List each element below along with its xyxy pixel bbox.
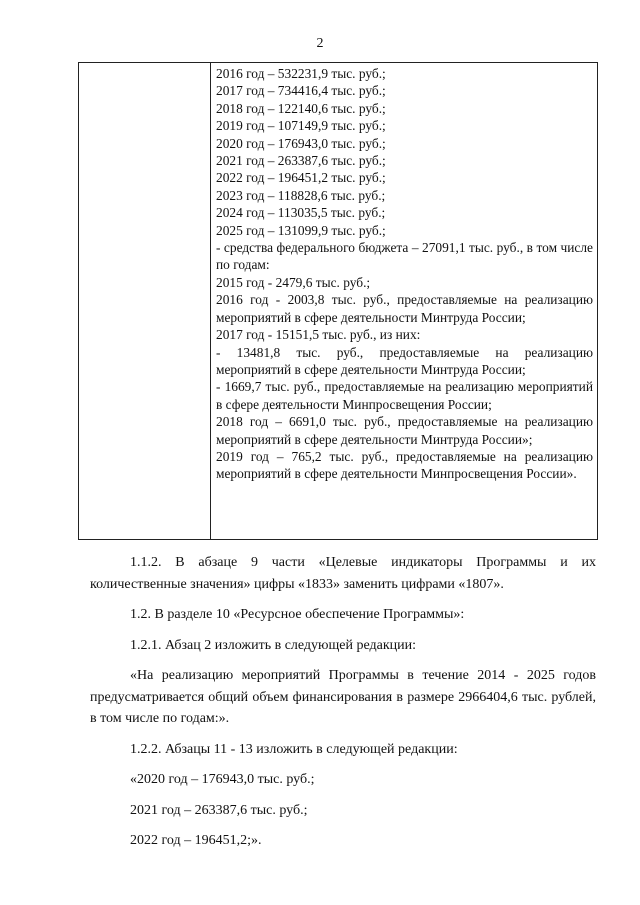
table-paragraph: - 13481,8 тыс. руб., предоставляемые на реализацию мероприятий в сфере деятельности Минтруда России; <box>216 344 593 377</box>
paragraph-1-2-1: 1.2.1. Абзац 2 изложить в следующей редакции: <box>130 637 417 653</box>
table-paragraph: 2015 год - 2479,6 тыс. руб.; <box>216 274 371 290</box>
table-paragraph: 2019 год – 765,2 тыс. руб., предоставляемые на реализацию мероприятий в сфере деятельности Минпросвещения России». <box>216 448 593 482</box>
table-line: 2023 год – 118828,6 тыс. руб.; <box>216 187 386 203</box>
table-line: 2020 год – 176943,0 тыс. руб.; <box>216 135 386 151</box>
table-line: 2016 год – 532231,9 тыс. руб.; <box>216 66 386 81</box>
table-line: 2017 год – 734416,4 тыс. руб.; <box>216 83 386 99</box>
paragraph-1-1-2: 1.1.2. В абзаце 9 части «Целевые индикаторы Программы и их количественные значения» цифры «1833» заменить цифрами «1807». <box>90 555 596 592</box>
table-paragraph: - 1669,7 тыс. руб., предоставляемые на реализацию мероприятий в сфере деятельности Минпросвещения России; <box>216 379 593 412</box>
paragraph-1-2: 1.2. В разделе 10 «Ресурсное обеспечение Программы»: <box>130 607 465 622</box>
paragraph-year-2022: 2022 год – 196451,2;». <box>130 833 262 848</box>
table-paragraph: 2016 год - 2003,8 тыс. руб., предоставляемые на реализацию мероприятий в сфере деятельности Минтруда России; <box>216 292 593 325</box>
page-number: 2 <box>316 36 324 51</box>
table-line: 2021 год – 263387,6 тыс. руб.; <box>216 153 386 169</box>
paragraph-1-2-2: 1.2.2. Абзацы 11 - 13 изложить в следующей редакции: <box>130 741 458 757</box>
document-body <box>90 552 596 852</box>
paragraph-year-2020: «2020 год – 176943,0 тыс. руб.; <box>130 772 315 787</box>
paragraph-quote: «На реализацию мероприятий Программы в течение 2014 - 2025 годов предусматривается общий объем финансирования в размере 2966404,6 тыс. рублей, в том числе по годам:». <box>90 668 596 726</box>
funding-table <box>78 62 598 540</box>
table-paragraph: 2018 год – 6691,0 тыс. руб., предоставляемые на реализацию мероприятий в сфере деятельности Минтруда России»; <box>216 414 593 447</box>
table-line: 2018 год – 122140,6 тыс. руб.; <box>216 100 386 116</box>
paragraph-year-2021: 2021 год – 263387,6 тыс. руб.; <box>130 802 308 818</box>
table-line: 2025 год – 131099,9 тыс. руб.; <box>216 222 386 238</box>
table-line: 2024 год – 113035,5 тыс. руб.; <box>216 205 386 221</box>
table-paragraph: 2017 год - 15151,5 тыс. руб., из них: <box>216 327 421 343</box>
table-right-cell <box>211 63 597 539</box>
table-line: 2019 год – 107149,9 тыс. руб.; <box>216 118 386 134</box>
table-line: 2022 год – 196451,2 тыс. руб.; <box>216 170 386 186</box>
table-left-cell <box>79 63 211 539</box>
table-paragraph: - средства федерального бюджета – 27091,1 тыс. руб., в том числе по годам: <box>216 240 593 273</box>
